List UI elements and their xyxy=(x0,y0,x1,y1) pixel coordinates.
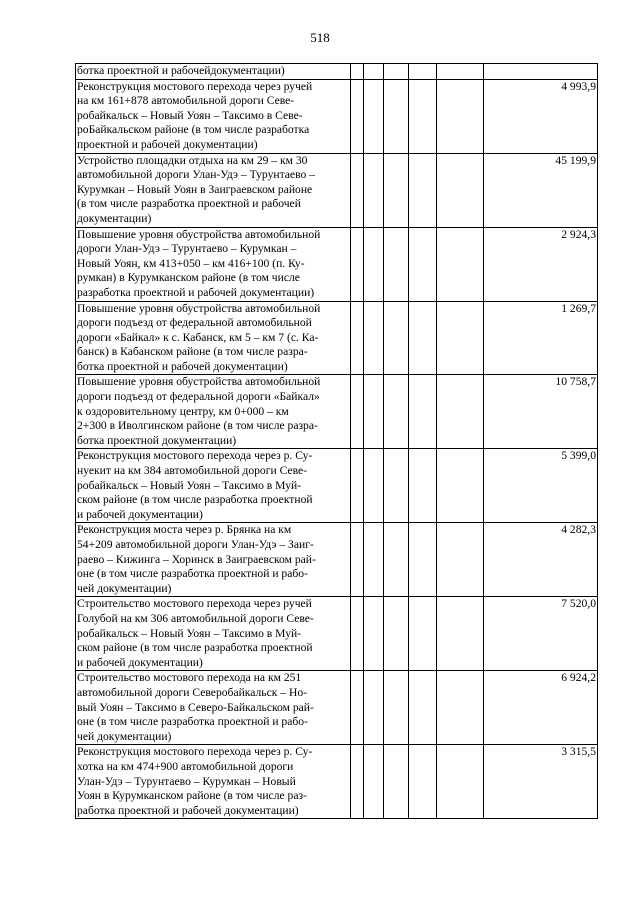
description-line: ботка проектной и рабочейдокументации) xyxy=(77,64,285,77)
description-line: нуекит на км 384 автомобильной дороги Севе- xyxy=(77,464,308,478)
row-amount: 6 924,2 xyxy=(484,671,598,745)
row-amount xyxy=(484,64,598,80)
row-amount: 7 520,0 xyxy=(484,597,598,671)
empty-cell xyxy=(384,449,409,523)
description-line: проектной и рабочей документации) xyxy=(77,137,258,151)
description-line: роБайкальском районе (в том числе разработка xyxy=(77,123,310,137)
description-line: документации) xyxy=(77,211,152,225)
empty-cell xyxy=(384,745,409,819)
description-line: банск) в Кабанском районе (в том числе разра- xyxy=(77,345,308,359)
description-line: робайкальск – Новый Уоян – Таксимо в Муй- xyxy=(77,626,302,640)
empty-cell xyxy=(384,523,409,597)
description-line: Уоян в Курумканском районе (в том числе раз- xyxy=(77,789,307,803)
description-line: и рабочей документации) xyxy=(77,507,203,521)
table-row xyxy=(76,745,598,819)
empty-cell xyxy=(384,79,409,153)
description-line: Новый Уоян, км 413+050 – км 416+100 (п. Ку- xyxy=(77,256,305,270)
empty-cell xyxy=(364,227,384,301)
row-description xyxy=(76,375,351,449)
table-row xyxy=(76,671,598,745)
empty-cell xyxy=(437,375,484,449)
description-line: 2+300 в Иволгинском районе (в том числе разра- xyxy=(77,419,318,433)
table-body xyxy=(76,64,598,819)
empty-cell xyxy=(364,449,384,523)
description-line: чей документации) xyxy=(77,581,172,595)
empty-cell xyxy=(437,153,484,227)
empty-cell xyxy=(409,745,437,819)
description-line: дороги подъезд от федеральной автомобильной xyxy=(77,316,312,330)
description-line: (в том числе разработка проектной и рабочей xyxy=(77,197,301,211)
description-line: оне (в том числе разработка проектной и рабо- xyxy=(77,715,308,729)
empty-cell xyxy=(364,301,384,375)
empty-cell xyxy=(437,671,484,745)
description-line: к оздоровительному центру, км 0+000 – км xyxy=(77,404,289,418)
empty-cell xyxy=(437,597,484,671)
empty-cell xyxy=(351,597,364,671)
description-line: на км 161+878 автомобильной дороги Севе- xyxy=(77,94,295,108)
table-row xyxy=(76,523,598,597)
empty-cell xyxy=(409,301,437,375)
description-line: чей документации) xyxy=(77,729,172,743)
empty-cell xyxy=(409,64,437,80)
description-line: Голубой на км 306 автомобильной дороги Севе- xyxy=(77,611,314,625)
row-description xyxy=(76,227,351,301)
description-line: вый Уоян – Таксимо в Северо-Байкальском рай- xyxy=(77,700,314,714)
row-description xyxy=(76,597,351,671)
description-line: ском районе (в том числе разработка проектной xyxy=(77,493,313,507)
description-line: автомобильной дороги Северобайкальск – Но- xyxy=(77,685,307,699)
empty-cell xyxy=(437,745,484,819)
empty-cell xyxy=(384,671,409,745)
empty-cell xyxy=(409,597,437,671)
empty-cell xyxy=(364,64,384,80)
description-line: румкан) в Курумканском районе (в том числе xyxy=(77,271,300,285)
table-row xyxy=(76,227,598,301)
table-row xyxy=(76,79,598,153)
empty-cell xyxy=(351,523,364,597)
empty-cell xyxy=(351,153,364,227)
description-line: Реконструкция мостового перехода через ручей xyxy=(77,79,313,93)
description-line: автомобильной дороги Улан-Удэ – Турунтаево – xyxy=(77,168,315,182)
empty-cell xyxy=(364,671,384,745)
empty-cell xyxy=(437,227,484,301)
empty-cell xyxy=(351,449,364,523)
description-line: Строительство мостового перехода на км 251 xyxy=(77,671,302,685)
empty-cell xyxy=(351,301,364,375)
description-line: дороги подъезд от федеральной дороги «Байкал» xyxy=(77,390,320,404)
empty-cell xyxy=(351,64,364,80)
empty-cell xyxy=(364,153,384,227)
description-line: робайкальск – Новый Уоян – Таксимо в Севе- xyxy=(77,108,303,122)
row-description xyxy=(76,671,351,745)
empty-cell xyxy=(384,64,409,80)
empty-cell xyxy=(409,449,437,523)
description-line: Реконструкция мостового перехода через р. Су- xyxy=(77,745,313,759)
row-description xyxy=(76,79,351,153)
empty-cell xyxy=(351,227,364,301)
row-amount: 10 758,7 xyxy=(484,375,598,449)
empty-cell xyxy=(384,301,409,375)
empty-cell xyxy=(409,375,437,449)
description-line: Устройство площадки отдыха на км 29 – км 30 xyxy=(77,153,308,167)
empty-cell xyxy=(384,227,409,301)
description-line: Курумкан – Новый Уоян в Заиграевском районе xyxy=(77,182,313,196)
table-row xyxy=(76,375,598,449)
description-line: дороги Улан-Удэ – Турунтаево – Курумкан – xyxy=(77,242,297,256)
empty-cell xyxy=(351,375,364,449)
empty-cell xyxy=(364,523,384,597)
row-amount: 1 269,7 xyxy=(484,301,598,375)
description-line: дороги «Байкал» к с. Кабанск, км 5 – км 7 (с. Ка- xyxy=(77,330,319,344)
description-line: Реконструкция мостового перехода через р. Су- xyxy=(77,449,313,463)
empty-cell xyxy=(409,227,437,301)
empty-cell xyxy=(437,64,484,80)
description-line: разработка проектной и рабочей документации) xyxy=(77,285,315,299)
empty-cell xyxy=(364,79,384,153)
row-description xyxy=(76,64,351,80)
empty-cell xyxy=(364,597,384,671)
row-description xyxy=(76,449,351,523)
row-amount: 4 282,3 xyxy=(484,523,598,597)
description-line: и рабочей документации) xyxy=(77,655,203,669)
row-amount: 45 199,9 xyxy=(484,153,598,227)
description-line: Повышение уровня обустройства автомобильной xyxy=(77,301,321,315)
empty-cell xyxy=(364,745,384,819)
row-description xyxy=(76,523,351,597)
empty-cell xyxy=(351,671,364,745)
row-amount: 2 924,3 xyxy=(484,227,598,301)
description-line: работка проектной и рабочей документации) xyxy=(77,803,299,817)
description-line: Реконструкция моста через р. Брянка на км xyxy=(77,523,292,537)
empty-cell xyxy=(384,597,409,671)
description-line: хотка на км 474+900 автомобильной дороги xyxy=(77,759,294,773)
description-line: Улан-Удэ – Турунтаево – Курумкан – Новый xyxy=(77,774,296,788)
empty-cell xyxy=(364,375,384,449)
table-row xyxy=(76,597,598,671)
empty-cell xyxy=(409,523,437,597)
description-line: ботка проектной документации) xyxy=(77,433,237,447)
description-line: Повышение уровня обустройства автомобильной xyxy=(77,227,321,241)
row-amount: 5 399,0 xyxy=(484,449,598,523)
description-line: робайкальск – Новый Уоян – Таксимо в Муй- xyxy=(77,478,302,492)
empty-cell xyxy=(409,79,437,153)
empty-cell xyxy=(437,301,484,375)
description-line: раево – Кижинга – Хоринск в Заиграевском рай- xyxy=(77,552,316,566)
empty-cell xyxy=(384,153,409,227)
table-row xyxy=(76,301,598,375)
empty-cell xyxy=(351,79,364,153)
table-row xyxy=(76,153,598,227)
table-row xyxy=(76,449,598,523)
empty-cell xyxy=(409,671,437,745)
row-amount: 3 315,5 xyxy=(484,745,598,819)
description-line: ботка проектной и рабочей документации) xyxy=(77,359,288,373)
page-number: 518 xyxy=(310,30,330,45)
description-line: Повышение уровня обустройства автомобильной xyxy=(77,375,321,389)
row-description xyxy=(76,153,351,227)
empty-cell xyxy=(437,79,484,153)
description-line: 54+209 автомобильной дороги Улан-Удэ – Заиг- xyxy=(77,538,314,551)
row-description xyxy=(76,745,351,819)
empty-cell xyxy=(351,745,364,819)
budget-table xyxy=(75,63,598,819)
description-line: ском районе (в том числе разработка проектной xyxy=(77,641,313,655)
row-amount: 4 993,9 xyxy=(484,79,598,153)
row-description xyxy=(76,301,351,375)
table-row xyxy=(76,64,598,80)
empty-cell xyxy=(384,375,409,449)
empty-cell xyxy=(437,523,484,597)
empty-cell xyxy=(409,153,437,227)
empty-cell xyxy=(437,449,484,523)
description-line: Строительство мостового перехода через ручей xyxy=(77,597,312,611)
description-line: оне (в том числе разработка проектной и рабо- xyxy=(77,567,308,581)
